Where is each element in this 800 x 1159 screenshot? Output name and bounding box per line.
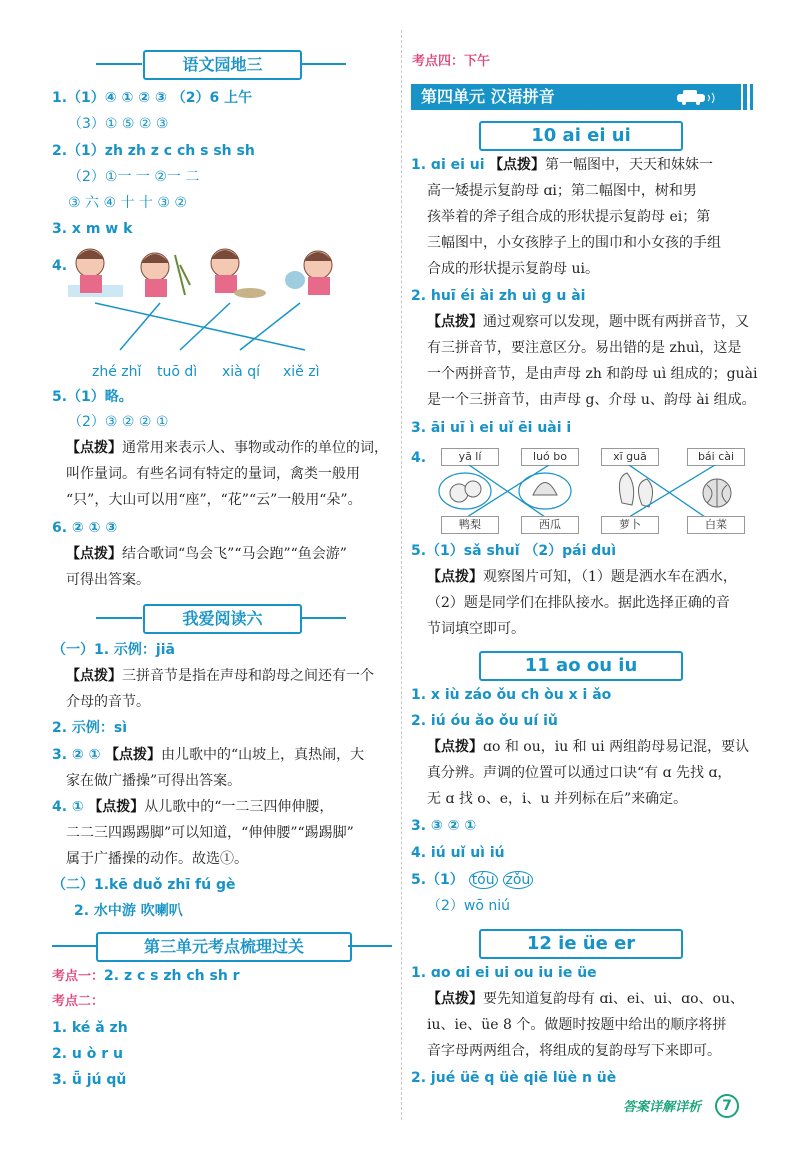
matching-illustration — [60, 245, 360, 360]
answer-line: 4. iú uǐ uì iú — [411, 845, 505, 861]
answer-line: ③ 六 ④ 十 十 ③ ② — [68, 195, 187, 211]
answer-line: 1. x iù záo ǒu ch òu x i ǎo — [411, 687, 612, 703]
tip-text: 通常用来表示人、事物或动作的单位的词， — [122, 440, 388, 456]
circled-answer: tóu — [469, 871, 498, 889]
section-title-text: 我爱阅读六 — [182, 609, 263, 628]
answer-line: 2. 示例：sì — [52, 720, 128, 736]
answer-line — [411, 870, 533, 890]
tip-text: 真分辨。声调的位置可以通过口诀“有 ɑ 先找 ɑ， — [427, 765, 732, 781]
title-rule — [300, 617, 346, 619]
question-number: 4. — [411, 450, 427, 466]
title-rule — [96, 617, 142, 619]
tip-label: 【点拨】 — [427, 739, 483, 755]
tip-text: 要先知道复韵母有 ɑi、ei、ui、ɑo、ou、 — [483, 991, 744, 1007]
tip-label: 【点拨】 — [427, 991, 483, 1007]
tip-text: 可得出答案。 — [66, 572, 150, 588]
hanzi-box: 西瓜 — [521, 516, 579, 534]
tip-text: 第一幅图中，天天和妹妹一 — [545, 157, 714, 173]
title-rule — [348, 945, 392, 947]
answer-line: 2. iú óu ǎo ǒu uí iǔ — [411, 713, 558, 729]
answer-line: 2. 水中游 吹喇叭 — [74, 903, 183, 919]
answer-line: 1. ɑi ei ui — [411, 157, 485, 173]
tip-text: 结合歌词“鸟会飞”“马会跑”“鱼会游” — [122, 546, 347, 562]
answer-line: （2）①一 一 ②一 二 — [68, 169, 200, 185]
tip-label: 【点拨】 — [104, 747, 161, 763]
pinyin-box: xī guā — [601, 448, 659, 466]
answer-line: 2.（1）zh zh z c ch s sh sh — [52, 143, 255, 159]
answer-line: 2. u ò r u — [52, 1046, 124, 1062]
pinyin-option: tuō dì — [157, 364, 198, 380]
tip-text: 属于广播操的动作。故选①。 — [66, 851, 248, 867]
lesson-title-12: 12 ie üe er — [479, 929, 683, 959]
answer-line: 3. ǖ jú qǔ — [52, 1072, 127, 1088]
tip-label: 【点拨】 — [66, 668, 122, 684]
answer-line: 4. ① — [52, 799, 84, 815]
page-number: 7 — [715, 1094, 739, 1118]
tip-text: “只”，大山可以用“座”，“花”“云”一般用“朵”。 — [66, 492, 362, 508]
answer-line: 3. ② ① — [52, 747, 101, 763]
tip-label: 【点拨】 — [427, 314, 483, 330]
tip-text: 三拼音节是指在声母和韵母之间还有一个 — [122, 668, 374, 684]
tip-text: ɑo 和 ou，iu 和 ui 两组韵母易记混，要认 — [483, 739, 750, 755]
answer-line: 1.（1）④ ① ② ③ （2）6 上午 — [52, 90, 253, 106]
section-title-yuwen-yuandi — [143, 50, 302, 80]
kaodian-label: 考点一： — [52, 969, 105, 984]
tip-text: 观察图片可知，（1）题是洒水车在洒水， — [483, 569, 737, 585]
tip-text: 二二三四踢踢脚”可以知道，“伸伸腰”“踢踢脚” — [66, 825, 354, 841]
girl-playing-chess-figure — [211, 249, 266, 298]
kaodian-label: 考点二： — [52, 994, 105, 1009]
footer-label: 答案详解详析 — [623, 1100, 702, 1115]
tip-label: 【点拨】 — [489, 157, 546, 173]
section-title-unit3-review — [96, 932, 352, 962]
answer-line: （3）① ⑤ ② ③ — [68, 116, 169, 132]
bar-accent — [743, 84, 747, 110]
tip-text: 音字母两两组合，将组成的复韵母写下来即可。 — [427, 1043, 721, 1059]
answer-line: 5.（1）sǎ shuǐ （2）pái duì — [411, 543, 617, 559]
lesson-title-10: 10 ai ei ui — [479, 121, 683, 151]
girl-writing-figure — [285, 251, 332, 295]
section-title-text: 第三单元考点梳理过关 — [143, 937, 304, 956]
answer-prefix: 5.（1） — [411, 872, 464, 888]
section-title-text: 语文园地三 — [182, 55, 263, 74]
tip-text: 高一矮提示复韵母 ɑi；第二幅图中，树和男 — [427, 183, 697, 199]
girl-folding-paper-figure — [68, 249, 123, 297]
answer-line: 3. ③ ② ① — [411, 818, 477, 834]
tip-text: 通过观察可以发现，题中既有两拼音节，又 — [483, 314, 749, 330]
circled-answer: zǒu — [503, 871, 534, 889]
girl-mopping-figure — [141, 253, 190, 297]
tip-text: （2）题是同学们在排队接水。据此选择正确的音 — [427, 595, 730, 611]
car-icon — [675, 89, 719, 105]
unit-title-bar — [411, 84, 741, 110]
hanzi-box: 萝卜 — [601, 516, 659, 534]
answer-line: （二）1.kē duǒ zhī fú gè — [52, 877, 236, 893]
hanzi-box: 鸭梨 — [441, 516, 499, 534]
tip-label: 【点拨】 — [427, 569, 483, 585]
answer-line: 2. z c s zh ch sh r — [104, 968, 240, 984]
tip-text: 叫作量词。有些名词有特定的量词，禽类一般用 — [66, 466, 360, 482]
answer-line: 1. ɑo ɑi ei ui ou iu ie üe — [411, 965, 597, 981]
pinyin-option: zhé zhǐ — [92, 364, 142, 380]
tip-text: iu、ie、üe 8 个。做题时按题中给出的顺序将拼 — [427, 1017, 727, 1033]
tip-text: 合成的形状提示复韵母 ui。 — [427, 261, 599, 277]
tip-text: 节词填空即可。 — [427, 621, 525, 637]
unit-title: 第四单元 汉语拼音 — [421, 87, 555, 106]
column-divider — [401, 30, 402, 1120]
tip-text: 一个两拼音节，是由声母 zh 和韵母 uì 组成的；guài — [427, 366, 758, 382]
answer-line: 1. ké ǎ zh — [52, 1020, 128, 1036]
pinyin-box: luó bo — [521, 448, 579, 466]
tip-text: 三幅图中，小女孩脖子上的围巾和小女孩的手组 — [427, 235, 721, 251]
answer-line: （2）wō niú — [427, 898, 511, 914]
title-rule — [96, 63, 142, 65]
vegetable-matching-figure — [437, 465, 747, 517]
title-rule — [300, 63, 346, 65]
pinyin-box: yā lí — [441, 448, 499, 466]
answer-line: （一）1. 示例：jiā — [52, 642, 175, 658]
tip-text: 有三拼音节，要注意区分。易出错的是 zhuì，这是 — [427, 340, 742, 356]
answer-line: （2）③ ② ② ① — [68, 414, 169, 430]
answer-line: 2. huī éi ài zh uì g u ài — [411, 288, 586, 304]
answer-line: 5.（1）略。 — [52, 389, 133, 405]
tip-label: 【点拨】 — [88, 799, 145, 815]
page-footer — [623, 1094, 743, 1116]
bar-accent — [750, 84, 753, 110]
section-title-reading — [143, 604, 302, 634]
tip-label: 【点拨】 — [66, 546, 122, 562]
pinyin-option: xiě zì — [283, 364, 320, 380]
tip-text: 是一个三拼音节，由声母 g、介母 u、韵母 ài 组成。 — [427, 392, 756, 408]
tip-text: 介母的音节。 — [66, 694, 150, 710]
hanzi-box: 白菜 — [687, 516, 745, 534]
tip-label: 【点拨】 — [66, 440, 122, 456]
question-number: 4. — [52, 258, 68, 274]
title-rule — [52, 945, 96, 947]
tip-text: 家在做广播操”可得出答案。 — [66, 773, 242, 789]
tip-text: 无 ɑ 找 o、e，i、u 并列标在后”来确定。 — [427, 791, 688, 807]
answer-line: 6. ② ① ③ — [52, 520, 118, 536]
answer-line: 3. āi uī ì ei uǐ ēi uài i — [411, 420, 572, 436]
kaodian-label: 考点四：下午 — [412, 54, 491, 69]
tip-text: 孩举着的斧子组合成的形状提示复韵母 ei；第 — [427, 209, 711, 225]
pinyin-option: xià qí — [222, 364, 260, 380]
pinyin-box: bái cài — [687, 448, 745, 466]
answer-line: 2. jué üē q üè qiē lüè n üè — [411, 1070, 617, 1086]
tip-text: 从儿歌中的“一二三四伸伸腰， — [144, 799, 334, 815]
tip-text: 由儿歌中的“山坡上，真热闹，大 — [160, 747, 365, 763]
answer-line: 3. x m w k — [52, 221, 133, 237]
lesson-title-11: 11 ao ou iu — [479, 651, 683, 681]
